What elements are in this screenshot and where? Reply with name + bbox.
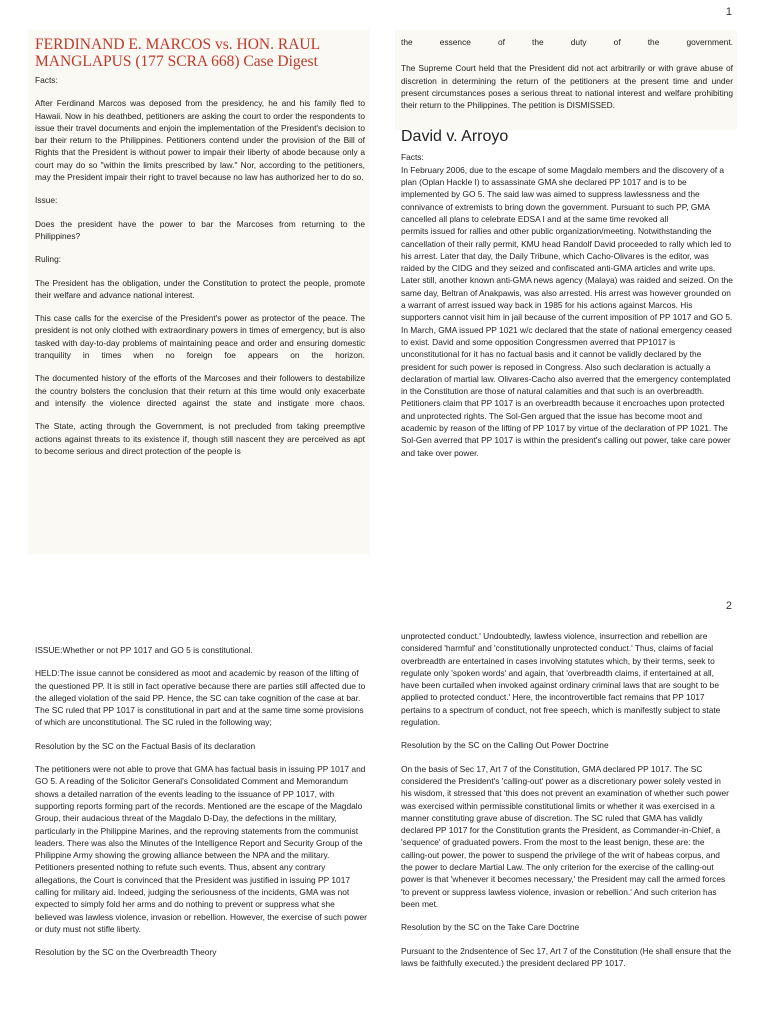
david-facts-2: permits issued for rallies and other public organization/meeting. Notwithstanding the cancellation of their rally permit, KMU head Randolf David proceeded to rally which led to his arrest. Later that day, the Daily Tribune, which Cacho-Olivares is the editor, was raided by the CIDG and they seized and confiscated anti-GMA articles and write ups. Later still, another known anti-GMA news agency (Malaya) was raided and seized. On the same day, Beltran of Anakpawis, was also arrested. His arrest was however grounded on a warrant of arrest issued way back in 1985 for his actions against Marcos. His supporters cannot visit him in jail because of the current imposition of PP 1017 and GO 5. In March, GMA issued PP 1021 w/c declared that the state of national emergency ceased to exist. David and some opposition Congressmen averred that PP1017 is unconstitutional for it has no factual basis and it cannot be validly declared by the president for such power is reposed in Congress. Also such declaration is actually a declaration of martial law. Olivares-Cacho also averred that the emergency contemplated in the Constitution are those of natural calamities and that such is an overbreadth. Petitioners claim that PP 1017 is an overbreadth because it encroaches upon protected and unprotected rights. The Sol-Gen argued that the issue has become moot and academic by reason of the lifting of PP 1017 by virtue of the declaration of PP 1021. The Sol-Gen averred that PP 1017 is within the president's calling out power, take care power and take over power. <box>401 226 733 458</box>
factual-basis-heading: Resolution by the SC on the Factual Basis of its declaration <box>35 740 256 751</box>
page-number-2: 2 <box>725 600 732 612</box>
overbreadth-heading: Resolution by the SC on the Overbreadth Theory <box>35 947 217 958</box>
ruling-paragraph-3: The documented history of the efforts of the Marcoses and their followers to destabilize the country bolsters the conclusion that their return at this time would only exacerbate and intensify the violence directed against the state and instigate more chaos. <box>35 373 365 408</box>
factual-basis-body: The petitioners were not able to prove that GMA has factual basis in issuing PP 1017 and GO 5. A reading of the Solicitor General's Consolidated Comment and Memorandum shows a detailed narration of the events leading to the issuance of PP 1017, with supporting reports forming part of the records. Mentioned are the escape of the Magdalo Group, their audacious threat of the Magdalo D-Day, the defections in the military, particularly in the Philippine Marines, and the reproving statements from the communist leaders. There was also the Minutes of the Intelligence Report and Security Group of the Philippine Army showing the growing alliance between the NPA and the military. Petitioners presented nothing to refute such events. Thus, absent any contrary allegations, the Court is convinced that the President was justified in issuing PP 1017 calling for military aid. Indeed, judging the seriousness of the incidents, GMA was not expected to simply fold her arms and do nothing to prevent or suppress what she believed was lawless violence, invasion or rebellion. However, the exercise of such power or duty must not stifle liberty. <box>35 764 367 934</box>
take-care-heading: Resolution by the SC on the Take Care Doctrine <box>401 922 580 933</box>
facts-paragraph: After Ferdinand Marcos was deposed from the presidency, he and his family fled to Hawaii. Now in his deathbed, petitioners are asking the court to order the respondents to issue their travel documents and enjoin the implementation of the President's decision to bar their return to the Philippines. Petitioners contend under the provision of the Bill of Rights that the President is without power to impair their liberty of abode because only a court may do so "within the limits prescribed by law." Nor, according to the petitioners, may the President impair their right to travel because no law has authorized her to do so. <box>35 98 365 183</box>
page2-right-column <box>401 630 733 980</box>
continuation-line: the essence of the duty of the government. <box>401 37 733 47</box>
calling-out-body: On the basis of Sec 17, Art 7 of the Constitution, GMA declared PP 1017. The SC considered the President's 'calling-out' power as a discretionary power solely vested in his wisdom, it stressed that 'this does not prevent an examination of whether such power was exercised within permissible constitutional limits or whether it was exercised in a manner constituting grave abuse of discretion. The SC ruled that GMA has validly declared PP 1017 for the Constitution grants the President, as Commander-in-Chief, a 'sequence' of graduated powers. From the most to the least benign, these are: the calling-out power, the power to suspend the privilege of the writ of habeas corpus, and the power to declare Martial Law. The only criterion for the exercise of the calling-out power is that 'whenever it becomes necessary,' the President may call the armed forces 'to prevent or suppress lawless violence, invasion or rebellion.' And such criterion has been met. <box>401 763 729 909</box>
held-paragraph: The Supreme Court held that the President did not act arbitrarily or with grave abuse of discretion in determining the return of the petitioners at the present time and under present circumstances poses a serious threat to national interest and welfare prohibiting their return to the Philippines. The petition is DISMISSED. <box>401 63 733 111</box>
ruling-paragraph-2: This case calls for the exercise of the President's power as protector of the peace. The president is not only clothed with extraordinary powers in times of emergency, but is also tasked with day-to-day problems of maintaining peace and order and ensuring domestic tranquility in times when no foreign foe appears on the horizon. <box>35 313 365 361</box>
page1-left-column <box>35 36 365 468</box>
page-number-1: 1 <box>725 6 732 18</box>
take-care-body: Pursuant to the 2ndsentence of Sec 17, Art 7 of the Constitution (He shall ensure that the laws be faithfully executed.) the president declared PP 1017. <box>401 945 732 968</box>
ruling-paragraph-1: The President has the obligation, under the Constitution to protect the people, promote their welfare and advance national interest. <box>35 277 365 300</box>
calling-out-heading: Resolution by the SC on the Calling Out Power Doctrine <box>401 740 609 751</box>
issue-label: Issue: <box>35 195 58 206</box>
overbreadth-continuation: unprotected conduct.' Undoubtedly, lawless violence, insurrection and rebellion are considered 'harmful' and 'constitutionally unprotected conduct.' Thus, claims of facial overbreadth are entertained in cases involving statutes which, by their terms, seek to regulate only 'spoken words' and again, that 'overbreadth claims, if entertained at all, have been curtailed when invoked against ordinary criminal laws that are sought to be applied to protected conduct.' Here, the incontrovertible fact remains that PP 1017 pertains to a spectrum of conduct, not free speech, which is manifestly subject to state regulation. <box>401 631 721 728</box>
page1-right-column <box>401 36 733 470</box>
david-facts-label: Facts: <box>401 152 424 163</box>
ruling-paragraph-4: The State, acting through the Government, is not precluded from taking preemptive actions against threats to its existence if, though still nascent they are perceived as apt to become serious and direct protection of the people is <box>35 421 365 456</box>
facts-label: Facts: <box>35 75 58 85</box>
held-statement: HELD:The issue cannot be considered as moot and academic by reason of the lifting of the questioned PP. It is still in fact operative because there are parties still affected due to the alleged violation of the said PP. Hence, the SC can take cognition of the case at bar. The SC ruled that PP 1017 is constitutional in part and at the same time some provisions of which are unconstitutional. The SC ruled in the following way; <box>35 668 366 728</box>
david-facts-1: In February 2006, due to the escape of some Magdalo members and the discovery of a plan (Oplan Hackle I) to assassinate GMA she declared PP 1017 and is to be implemented by GO 5. The said law was aimed to suppress lawlessness and the connivance of extremists to bring down the government. Pursuant to such PP, GMA cancelled all plans to celebrate EDSA I and at the same time revoked all <box>401 164 725 224</box>
case-title-david: David v. Arroyo <box>401 128 509 146</box>
issue-paragraph: Does the president have the power to bar the Marcoses from returning to the Philippines? <box>35 218 365 241</box>
issue-statement: ISSUE:Whether or not PP 1017 and GO 5 is constitutional. <box>35 645 253 655</box>
ruling-label: Ruling: <box>35 254 62 265</box>
page2-left-column <box>35 644 367 970</box>
case-title-marcos: FERDINAND E. MARCOS vs. HON. RAUL MANGLAPUS (177 SCRA 668) Case Digest <box>35 36 320 70</box>
